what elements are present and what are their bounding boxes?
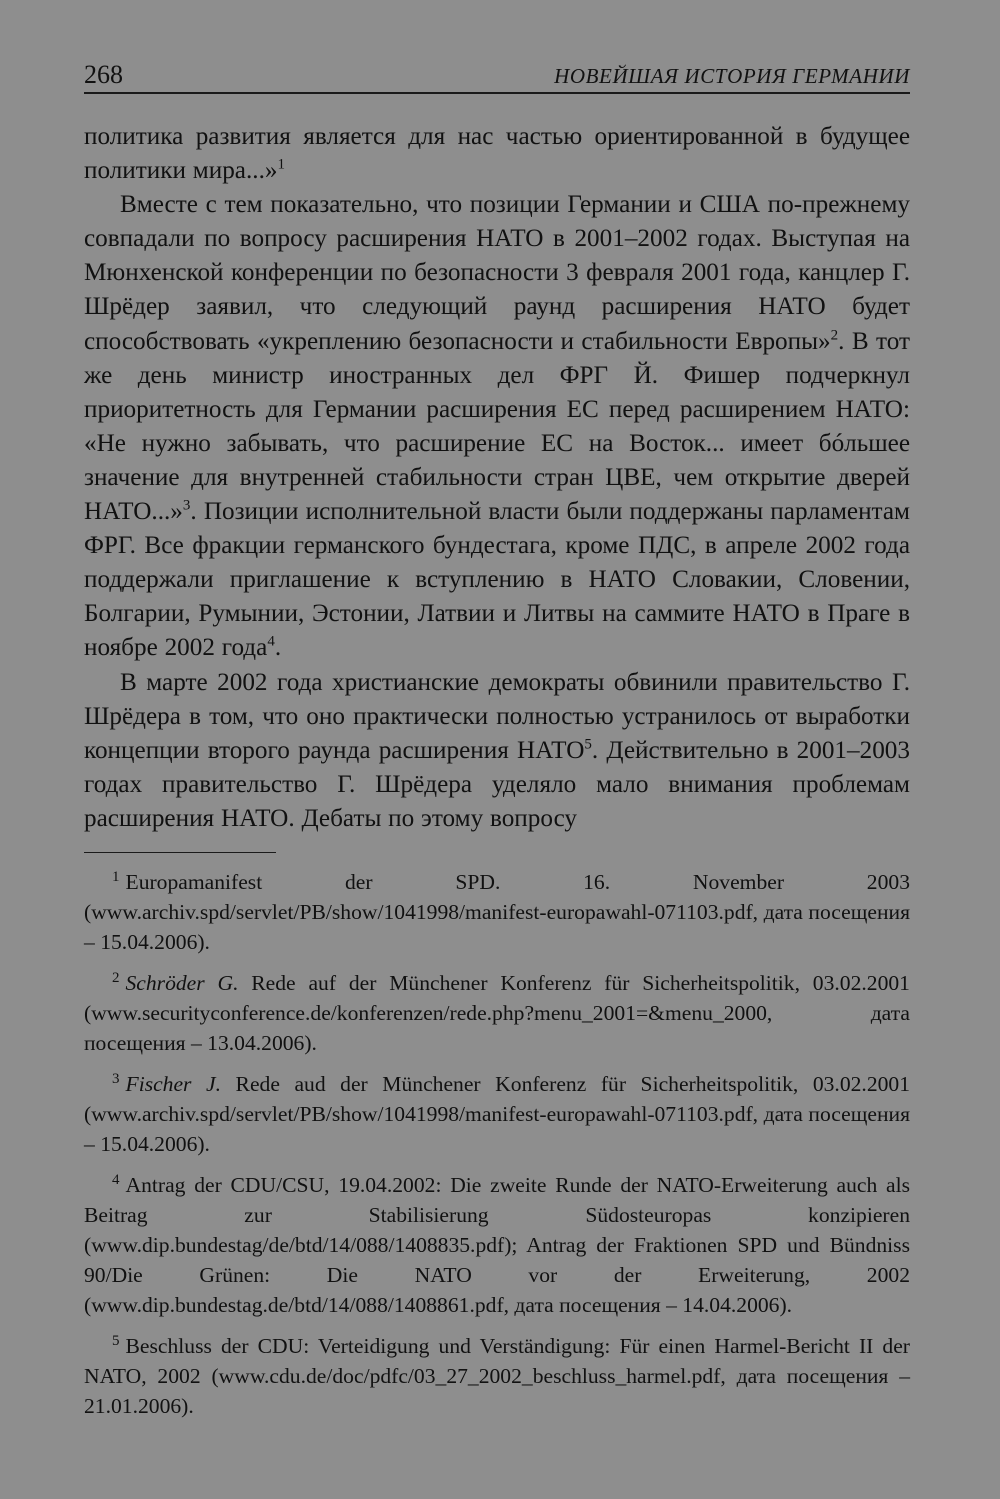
footnote-ref-1: 1 [277, 156, 285, 173]
footnote-ref-5: 5 [584, 736, 592, 753]
paragraph-3-text-a: В марте 2002 года христианские демократы обвинили правительство Г. Шрёдера в том, что оно практически полностью устранилось от выработки концепции второго раунда расширения НАТО [84, 668, 910, 764]
footnote-number: 3 [112, 1070, 120, 1087]
paragraph-1-text: политика развития является для нас частью ориентированной в будущее политики мира...» [84, 123, 910, 185]
paragraph-3 [84, 666, 910, 836]
footnote-4 [84, 1170, 910, 1320]
footnote-2 [84, 968, 910, 1058]
footnote-ref-4: 4 [267, 634, 275, 651]
footnote-1 [84, 867, 910, 957]
footnote-ref-3: 3 [182, 497, 191, 514]
footnote-number: 5 [112, 1332, 120, 1349]
footnote-ref-2: 2 [830, 327, 839, 344]
book-page [84, 52, 910, 1432]
footnote-author: Fischer J. [125, 1071, 221, 1096]
footnote-number: 4 [112, 1171, 120, 1188]
main-text [84, 120, 910, 836]
footnote-text: Antrag der CDU/CSU, 19.04.2002: Die zweite Runde der NATO-Erweiterung auch als Beitrag zur Stabilisierung Südosteuropas konzipieren (www.dip.bundestag/de/btd/14/088/1408835.pdf); Antrag der Fraktionen SPD und Bündniss 90/Die Grünen: Die NATO vor der Erweiterung, 2002 (www.dip.bundestag.de/btd/14/088/1408861.pdf, дата посещения – 14.04.2006). [84, 1172, 910, 1317]
footnote-3 [84, 1069, 910, 1159]
footnote-number: 1 [112, 868, 120, 885]
running-title: НОВЕЙШАЯ ИСТОРИЯ ГЕРМАНИИ [554, 64, 910, 88]
paragraph-2-text-c: . Позиции исполнительной власти были поддержаны парламентам ФРГ. Все фракции германского бундестага, кроме ПДС, в апреле 2002 года поддержали приглашение к вступлению в НАТО Словакии, Словении, Болгарии, Румынии, Эстонии, Латвии и Литвы на саммите НАТО в Праге в ноябре 2002 года [84, 498, 910, 662]
footnote-text: Rede aud der Münchener Konferenz für Sicherheitspolitik, 03.02.2001 (www.archiv.spd/servlet/PB/show/1041998/manifest-europawahl-071103.pdf, дата посещения – 15.04.2006). [84, 1071, 911, 1156]
footnote-separator [84, 852, 276, 853]
footnote-5 [84, 1331, 910, 1421]
paragraph-1 [84, 120, 910, 188]
footnote-text: Beschluss der CDU: Verteidigung und Verständigung: Für einen Harmel-Bericht II der NATO, 2002 (www.cdu.de/doc/pdfc/03_27_2002_beschluss_harmel.pdf, дата посещения – 21.01.2006). [84, 1333, 910, 1418]
footnote-number: 2 [112, 969, 120, 986]
paragraph-2 [84, 188, 910, 665]
paragraph-2-text-b: . В тот же день министр иностранных дел ФРГ Й. Фишер подчеркнул приоритетность для Германии расширения ЕС перед расширением НАТО: «Не нужно забывать, что расширение ЕС на Восток... имеет бóльшее значение для внутренней стабильности стран ЦВЕ, чем открытие дверей НАТО...» [84, 327, 910, 526]
paragraph-2-text-d: . [274, 634, 282, 662]
paragraph-3-text-b: . Действительно в 2001–2003 годах правительство Г. Шрёдера уделяло мало внимания проблемам расширения НАТО. Дебаты по этому вопросу [84, 736, 910, 832]
footnote-text: Europamanifest der SPD. 16. November 2003 (www.archiv.spd/servlet/PB/show/1041998/manifest-europawahl-071103.pdf, дата посещения – 15.04.2006). [84, 869, 910, 954]
page-header [84, 52, 910, 94]
footnote-text: Rede auf der Münchener Konferenz für Sicherheitspolitik, 03.02.2001 (www.securityconference.de/konferenzen/rede.php?menu_2001=&menu_2000, дата посещения – 13.04.2006). [84, 970, 910, 1055]
page-number: 268 [84, 60, 123, 89]
footnote-author: Schröder G. [125, 970, 239, 995]
footnotes [84, 867, 910, 1421]
paragraph-2-text-a: Вместе с тем показательно, что позиции Германии и США по-прежнему совпадали по вопросу расширения НАТО в 2001–2002 годах. Выступая на Мюнхенской конференции по безопасности 3 февраля 2001 года, канцлер Г. Шрёдер заявил, что следующий раунд расширения НАТО будет способствовать «укреплению безопасности и стабильности Европы» [84, 191, 910, 355]
